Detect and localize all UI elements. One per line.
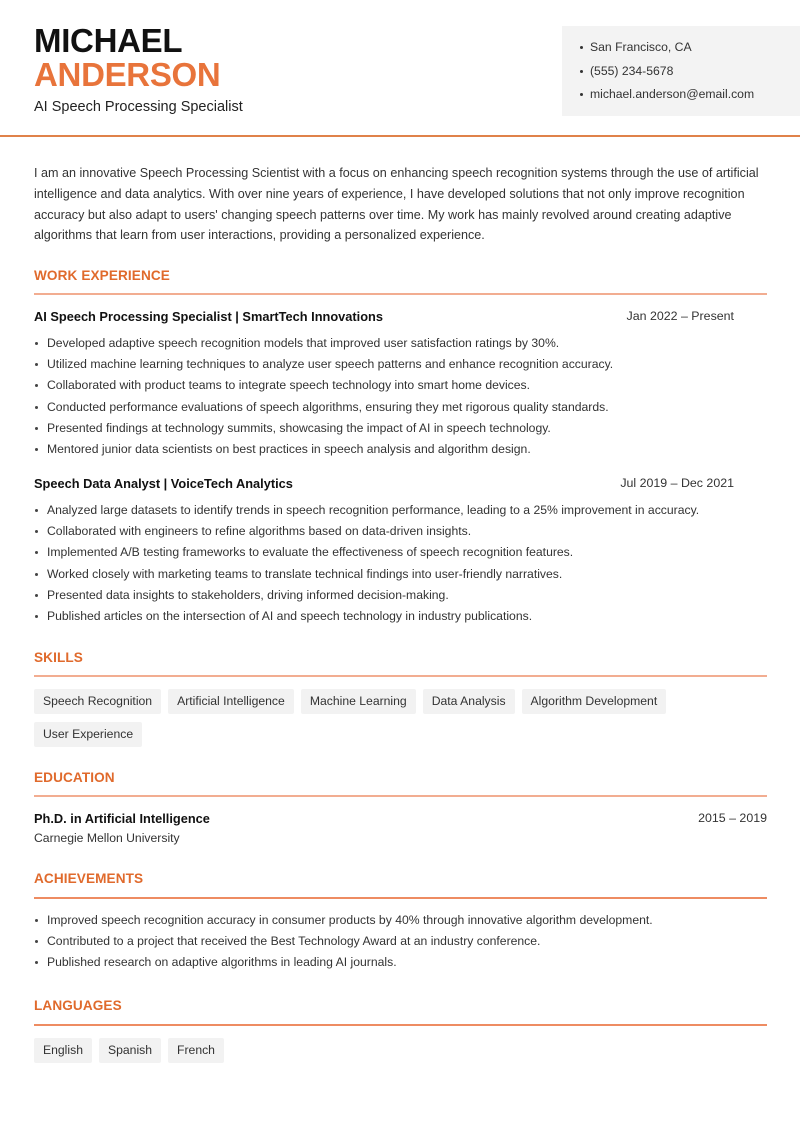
section-divider: [34, 675, 767, 677]
list-item: Conducted performance evaluations of speech algorithms, ensuring they met rigorous quality standards.: [34, 398, 774, 419]
full-name: [34, 24, 220, 92]
job-title-company: Speech Data Analyst | VoiceTech Analytics: [34, 476, 293, 491]
list-item: Presented data insights to stakeholders, driving informed decision-making.: [34, 586, 774, 607]
achievements-list: [34, 911, 774, 975]
contact-email[interactable]: michael.anderson@email.com: [580, 85, 800, 109]
job-bullets: [34, 501, 774, 628]
job-bullets: [34, 334, 774, 461]
section-title-work-experience: WORK EXPERIENCE: [34, 268, 170, 283]
list-item: Implemented A/B testing frameworks to evaluate the effectiveness of speech recognition features.: [34, 543, 774, 564]
language-chip: Spanish: [99, 1038, 161, 1063]
section-divider: [34, 795, 767, 797]
list-item: Worked closely with marketing teams to translate technical findings into user-friendly narratives.: [34, 565, 774, 586]
job-title: AI Speech Processing Specialist: [34, 99, 243, 115]
list-item: Presented findings at technology summits, showcasing the impact of AI in speech technology.: [34, 419, 774, 440]
job-dates: Jan 2022 – Present: [626, 309, 734, 323]
job-dates: Jul 2019 – Dec 2021: [620, 476, 734, 490]
education-degree: Ph.D. in Artificial Intelligence: [34, 811, 210, 826]
section-title-skills: SKILLS: [34, 650, 83, 665]
skills-list: [34, 689, 774, 747]
list-item: Published research on adaptive algorithms in leading AI journals.: [34, 953, 774, 974]
education-dates: 2015 – 2019: [698, 811, 767, 825]
list-item: Collaborated with product teams to integrate speech technology into smart home devices.: [34, 376, 774, 397]
job-header: [34, 476, 767, 491]
section-divider: [34, 897, 767, 899]
section-title-languages: LANGUAGES: [34, 998, 122, 1013]
job-header: [34, 309, 767, 324]
list-item: Analyzed large datasets to identify trends in speech recognition performance, leading to a 25% improvement in accuracy.: [34, 501, 774, 522]
list-item: Utilized machine learning techniques to analyze user speech patterns and enhance recognition accuracy.: [34, 355, 774, 376]
skill-chip: Speech Recognition: [34, 689, 161, 714]
skill-chip: User Experience: [34, 722, 142, 747]
list-item: Collaborated with engineers to refine algorithms based on data-driven insights.: [34, 522, 774, 543]
skill-chip: Algorithm Development: [522, 689, 667, 714]
skill-chip: Machine Learning: [301, 689, 416, 714]
section-divider: [34, 1024, 767, 1026]
contact-phone: (555) 234-5678: [580, 62, 800, 86]
language-chip: French: [168, 1038, 224, 1063]
education-school: Carnegie Mellon University: [34, 831, 180, 845]
contact-location: San Francisco, CA: [580, 38, 800, 62]
contact-info: [562, 26, 800, 116]
professional-summary: I am an innovative Speech Processing Scientist with a focus on enhancing speech recognition systems through the use of artificial intelligence and data analytics. With over nine years of experience, I have developed solutions that not only improve recognition accuracy but also adapt to users' changing speech patterns over time. My work has mainly revolved around creating adaptive algorithms that learn from user interactions, providing a personalized experience.: [34, 166, 759, 243]
list-item: Improved speech recognition accuracy in consumer products by 40% through innovative algorithm development.: [34, 911, 774, 932]
language-chip: English: [34, 1038, 92, 1063]
languages-list: [34, 1038, 774, 1063]
list-item: Published articles on the intersection of AI and speech technology in industry publications.: [34, 607, 774, 628]
list-item: Mentored junior data scientists on best practices in speech analysis and algorithm design.: [34, 440, 774, 461]
section-title-achievements: ACHIEVEMENTS: [34, 871, 144, 886]
section-divider: [34, 293, 767, 295]
first-name: MICHAEL: [34, 22, 183, 59]
list-item: Developed adaptive speech recognition models that improved user satisfaction ratings by 30%.: [34, 334, 774, 355]
skill-chip: Data Analysis: [423, 689, 515, 714]
list-item: Contributed to a project that received the Best Technology Award at an industry conference.: [34, 932, 774, 953]
last-name: ANDERSON: [34, 56, 221, 93]
resume-header: [0, 0, 800, 137]
skill-chip: Artificial Intelligence: [168, 689, 294, 714]
section-title-education: EDUCATION: [34, 770, 115, 785]
job-title-company: AI Speech Processing Specialist | SmartTech Innovations: [34, 309, 383, 324]
